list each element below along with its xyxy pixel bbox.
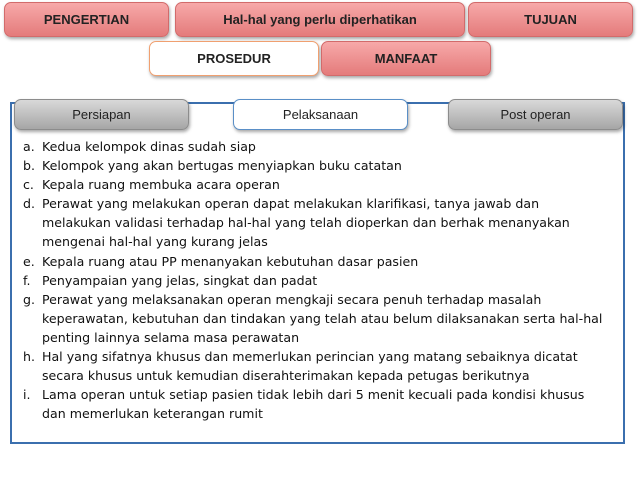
list-item (23, 271, 603, 290)
tab-pelaksanaan[interactable]: Pelaksanaan (233, 99, 408, 130)
list-item (23, 156, 603, 175)
list-marker: a. (23, 139, 35, 154)
list-item-text: Hal yang sifatnya khusus dan memerlukan perincian yang matang sebaiknya dicatat secara khusus untuk kemudian diserahterimakan kepada petugas berikutnya (42, 349, 578, 384)
list-item (23, 385, 603, 423)
list-marker: c. (23, 177, 34, 193)
list-marker: b. (23, 158, 35, 174)
list-marker: e. (23, 253, 35, 269)
list-marker: i. (23, 387, 31, 403)
tujuan-button[interactable]: TUJUAN (468, 2, 633, 37)
tab-persiapan[interactable]: Persiapan (14, 99, 189, 130)
list-item-text: Perawat yang melakukan operan dapat melakukan klarifikasi, tanya jawab dan melakukan validasi terhadap hal-hal yang telah dioperkan dan berhak menanyakan mengenai hal-hal yang kurang jelas (42, 196, 570, 250)
procedure-list (23, 137, 603, 423)
list-item (23, 290, 603, 347)
list-marker: h. (23, 349, 35, 365)
list-item-text: Kepala ruang atau PP menanyakan kebutuhan dasar pasien (42, 253, 419, 269)
list-item-text: Kepala ruang membuka acara operan (42, 177, 280, 193)
list-marker: g. (23, 291, 35, 307)
list-item (23, 347, 603, 385)
tab-post-operan[interactable]: Post operan (448, 99, 623, 130)
list-item (23, 137, 603, 156)
list-item-text: Kelompok yang akan bertugas menyiapkan buku catatan (42, 158, 402, 174)
list-item-text: Lama operan untuk setiap pasien tidak lebih dari 5 menit kecuali pada kondisi khusus dan memerlukan keterangan rumit (42, 387, 585, 422)
list-item-text: Kedua kelompok dinas sudah siap (42, 139, 256, 154)
list-item-text: Perawat yang melaksanakan operan mengkaji secara penuh terhadap masalah keperawatan, kebutuhan dan tindakan yang telah atau belum dilaksanakan serta hal-hal penting lainnya selama masa perawatan (42, 291, 603, 345)
list-item (23, 252, 603, 271)
hal-hal-button[interactable]: Hal-hal yang perlu diperhatikan (175, 2, 465, 37)
pengertian-button[interactable]: PENGERTIAN (4, 2, 169, 37)
prosedur-button[interactable]: PROSEDUR (149, 41, 319, 76)
manfaat-button[interactable]: MANFAAT (321, 41, 491, 76)
list-marker: d. (23, 196, 35, 212)
list-item-text: Penyampaian yang jelas, singkat dan padat (42, 272, 318, 288)
list-item (23, 194, 603, 251)
list-item (23, 175, 603, 194)
list-marker: f. (23, 272, 31, 288)
